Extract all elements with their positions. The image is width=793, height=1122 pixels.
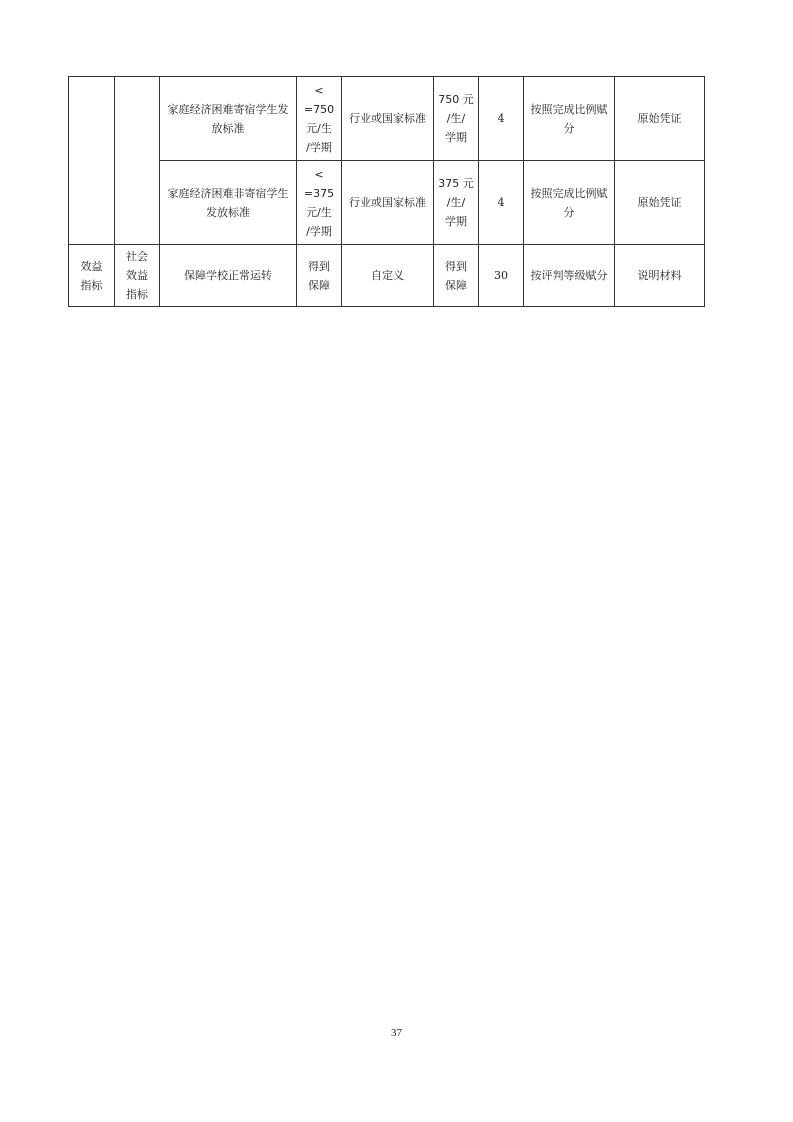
score-cell: 30 xyxy=(479,245,524,307)
page-number: 37 xyxy=(391,1027,402,1039)
evidence-cell: 原始凭证 xyxy=(615,77,705,161)
evidence-cell: 原始凭证 xyxy=(615,161,705,245)
actual-line: 学期 xyxy=(445,215,467,228)
level2-line: 指标 xyxy=(126,288,148,301)
level2-line: 效益 xyxy=(126,269,148,282)
target-line: < xyxy=(314,83,324,97)
target-cell xyxy=(297,77,342,161)
target-cell xyxy=(297,161,342,245)
target-line: =750 xyxy=(303,102,335,116)
table-row xyxy=(69,161,705,245)
target-line: =375 xyxy=(303,186,335,200)
actual-cell xyxy=(434,77,479,161)
target-cell xyxy=(297,245,342,307)
actual-line: 375 元 xyxy=(438,177,474,190)
method-cell: 按照完成比例赋分 xyxy=(524,161,615,245)
target-line: 元/生 xyxy=(306,205,332,219)
level2-indicator-cell xyxy=(115,245,160,307)
evidence-cell: 说明材料 xyxy=(615,245,705,307)
actual-line: /生/ xyxy=(446,196,466,209)
indicator-text: 家庭经济困难非寄宿学生发放标准 xyxy=(167,186,289,219)
basis-cell: 行业或国家标准 xyxy=(342,77,434,161)
basis-cell: 行业或国家标准 xyxy=(342,161,434,245)
level1-line: 指标 xyxy=(80,278,103,292)
indicator-cell xyxy=(160,77,297,161)
target-line: /学期 xyxy=(306,224,332,238)
actual-cell xyxy=(434,245,479,307)
method-cell: 按照完成比例赋分 xyxy=(524,77,615,161)
method-cell: 按评判等级赋分 xyxy=(524,245,615,307)
indicator-text: 家庭经济困难寄宿学生发放标准 xyxy=(167,102,289,135)
indicator-cell xyxy=(160,161,297,245)
target-line: 元/生 xyxy=(306,121,332,135)
actual-line: /生/ xyxy=(446,112,466,125)
actual-line: 学期 xyxy=(445,131,467,144)
target-line: 得到 xyxy=(308,259,330,273)
level2-line: 社会 xyxy=(126,250,148,263)
score-cell: 4 xyxy=(479,161,524,245)
performance-indicator-table xyxy=(68,76,705,307)
actual-line: 得到 xyxy=(445,259,467,273)
actual-line: 保障 xyxy=(445,278,467,292)
level1-line: 效益 xyxy=(80,259,103,273)
score-cell: 4 xyxy=(479,77,524,161)
level2-indicator-cell xyxy=(115,77,160,245)
indicator-cell: 保障学校正常运转 xyxy=(160,245,297,307)
target-line: /学期 xyxy=(306,140,332,154)
actual-cell xyxy=(434,161,479,245)
target-line: 保障 xyxy=(308,278,330,292)
table-row xyxy=(69,245,705,307)
table-row xyxy=(69,77,705,161)
level1-indicator-cell xyxy=(69,77,115,245)
level1-indicator-cell xyxy=(69,245,115,307)
basis-cell: 自定义 xyxy=(342,245,434,307)
target-line: < xyxy=(314,167,324,181)
actual-line: 750 元 xyxy=(438,93,474,106)
